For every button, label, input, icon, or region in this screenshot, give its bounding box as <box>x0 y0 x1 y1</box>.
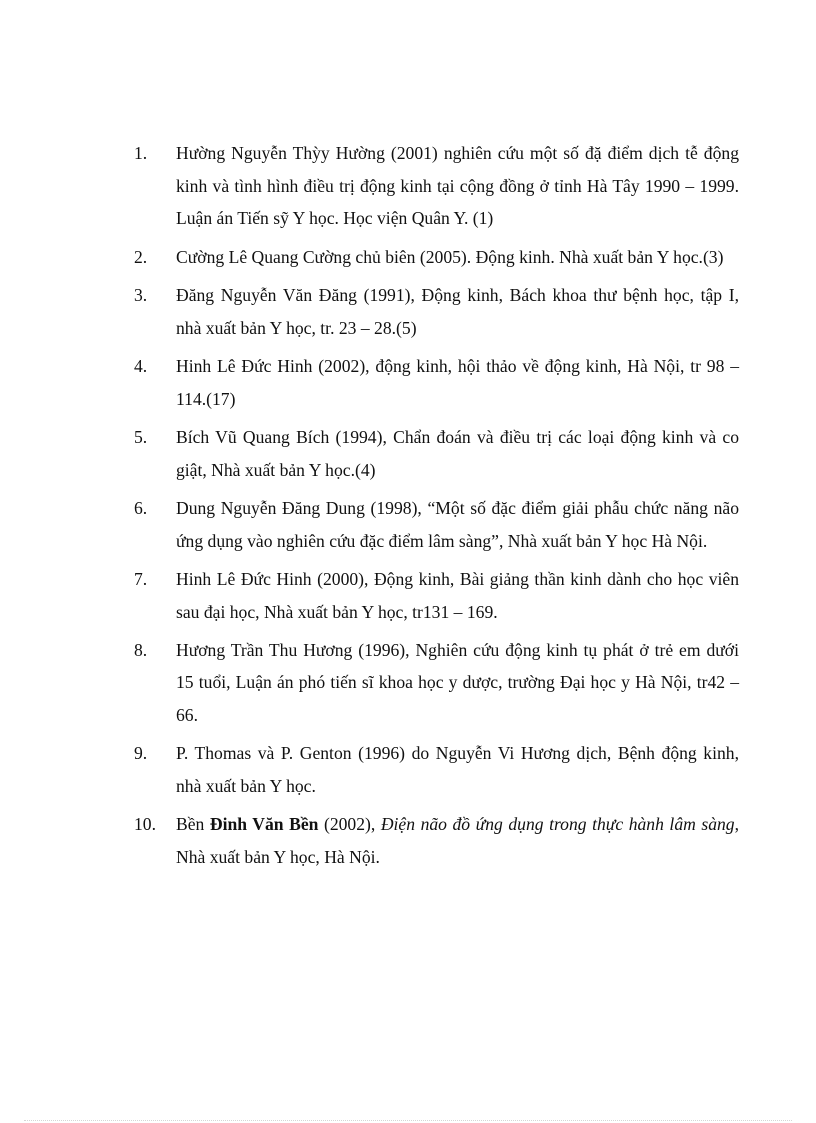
reference-text: P. Thomas và P. Genton (1996) do Nguyễn Vi Hương dịch, Bệnh động kinh, nhà xuất bản Y học. <box>176 743 739 797</box>
reference-text: Hinh Lê Đức Hinh (2002), động kinh, hội thảo về động kinh, Hà Nội, tr 98 – 114.(17) <box>176 355 739 409</box>
reference-author-bold: Đinh Văn Bền <box>209 814 319 835</box>
reference-item-7 <box>133 563 739 628</box>
reference-text: Hinh Lê Đức Hinh (2000), Động kinh, Bài giảng thần kinh dành cho học viên sau đại học, Nhà xuất bản Y học, tr131 – 169. <box>176 568 739 622</box>
reference-item-6 <box>133 492 739 557</box>
reference-number: 3. <box>134 284 148 305</box>
reference-item-4 <box>133 350 739 415</box>
reference-item-8 <box>133 634 739 732</box>
reference-text: Bích Vũ Quang Bích (1994), Chẩn đoán và điều trị các loại động kinh và co giật, Nhà xuất bản Y học.(4) <box>176 426 739 480</box>
reference-item-2 <box>133 241 739 274</box>
reference-text: Dung Nguyễn Đăng Dung (1998), “Một số đặc điểm giải phẫu chức năng não ứng dụng vào nghiên cứu đặc điểm lâm sàng”, Nhà xuất bản Y học Hà Nội. <box>176 497 739 551</box>
reference-lead: Bền <box>176 814 210 835</box>
reference-item-5 <box>133 421 739 486</box>
reference-text: Đăng Nguyễn Văn Đăng (1991), Động kinh, Bách khoa thư bệnh học, tập I, nhà xuất bản Y học, tr. 23 – 28.(5) <box>176 284 739 338</box>
reference-text: Cường Lê Quang Cường chủ biên (2005). Động kinh. Nhà xuất bản Y học.(3) <box>176 246 724 267</box>
reference-number: 10. <box>134 814 156 835</box>
reference-list <box>133 137 739 879</box>
reference-number: 6. <box>134 497 148 518</box>
reference-text <box>176 808 739 873</box>
reference-title-italic: Điện não đồ ứng dụng trong thực hành lâm sàng <box>380 814 735 835</box>
reference-item-9 <box>133 737 739 802</box>
reference-number: 7. <box>134 568 148 589</box>
reference-item-3 <box>133 279 739 344</box>
reference-year: (2002), <box>318 814 381 835</box>
reference-number: 9. <box>134 743 148 764</box>
reference-tail: , Nhà xuất bản Y học, Hà Nội. <box>176 814 740 868</box>
reference-text: Hường Nguyễn Thỳy Hường (2001) nghiên cứu một số đặ điểm dịch tễ động kinh và tình hình điều trị động kinh tại cộng đồng ở tỉnh Hà Tây 1990 – 1999. Luận án Tiến sỹ Y học. Học viện Quân Y. (1) <box>176 143 739 229</box>
page-bottom-divider <box>24 1120 792 1121</box>
reference-item-10 <box>133 808 739 873</box>
reference-text: Hương Trần Thu Hương (1996), Nghiên cứu động kinh tụ phát ở trẻ em dưới 15 tuổi, Luận án phó tiến sĩ khoa học y dược, trường Đại học y Hà Nội, tr42 – 66. <box>176 639 739 726</box>
reference-item-1 <box>133 137 739 235</box>
reference-number: 8. <box>134 639 148 660</box>
reference-number: 4. <box>134 355 148 376</box>
reference-number: 5. <box>134 426 148 447</box>
reference-number: 2. <box>134 246 148 267</box>
reference-number: 1. <box>134 143 148 163</box>
